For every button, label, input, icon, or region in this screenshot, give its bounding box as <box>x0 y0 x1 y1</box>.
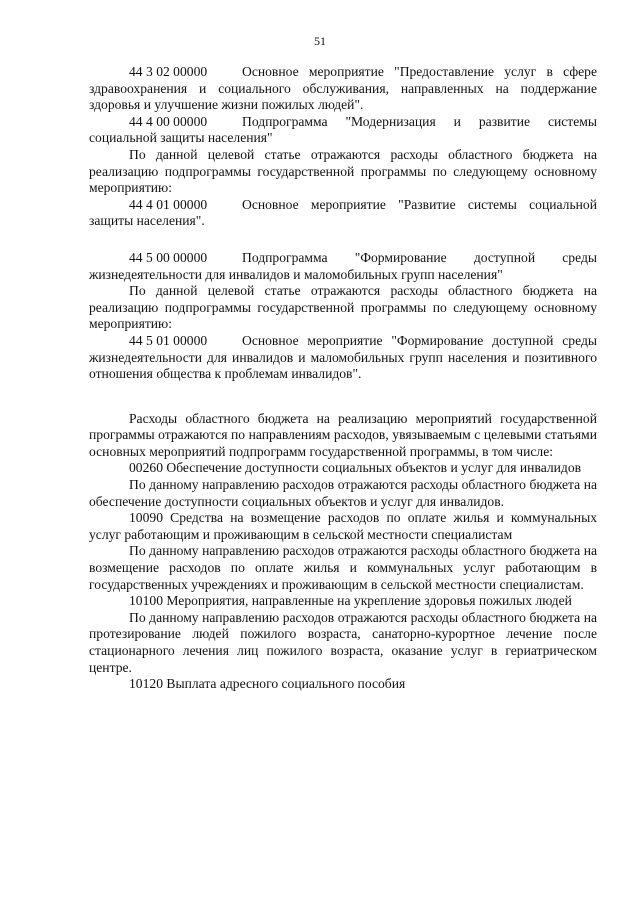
paragraph-expenses-intro <box>89 411 597 461</box>
paragraph-text: 10100 Мероприятия, направленные на укрепление здоровья пожилых людей <box>129 593 572 609</box>
paragraph-text: Подпрограмма "Формирование доступной среды жизнедеятельности для инвалидов и маломобильных групп населения" <box>89 249 597 282</box>
paragraph-text: 00260 Обеспечение доступности социальных объектов и услуг для инвалидов <box>129 460 582 476</box>
paragraph-text: По данной целевой статье отражаются расходы областного бюджета на реализацию подпрограммы государственной программы по следующему основному мероприятию: <box>89 283 597 332</box>
paragraph-00260-description <box>89 477 597 510</box>
paragraph-10120 <box>89 676 597 693</box>
paragraph-10090-description <box>89 543 597 593</box>
target-code: 44 5 01 00000 <box>129 332 208 348</box>
paragraph-10090 <box>89 510 597 543</box>
paragraph-text: Основное мероприятие "Формирование доступной среды жизнедеятельности для инвалидов и маломобильных групп населения и позитивного отношения общества к проблемам инвалидов". <box>89 332 597 382</box>
page-number: 51 <box>314 34 326 48</box>
paragraph-44-5-00 <box>89 250 597 283</box>
target-code: 44 4 01 00000 <box>129 196 208 212</box>
paragraph-10100-description <box>89 610 597 676</box>
document-body <box>89 64 597 693</box>
paragraph-text: По данному направлению расходов отражаются расходы областного бюджета на возмещение расходов по оплате жилья и коммунальных услуг работающим в государственных учреждениях и проживающим в сельской местности специалистам. <box>89 543 597 592</box>
target-code: 44 4 00 00000 <box>129 113 208 129</box>
paragraph-00260 <box>89 460 597 477</box>
paragraph-description <box>89 147 597 197</box>
paragraph-text: Расходы областного бюджета на реализацию мероприятий государственной программы отражаются по направлениям расходов, увязываемым с целевыми статьями основных мероприятий подпрограмм государственной программы, в том числе: <box>89 410 597 459</box>
paragraph-description <box>89 283 597 333</box>
paragraph-text: Основное мероприятие "Предоставление услуг в сфере здравоохранения и социального обслуживания, направленных на поддержание здоровья и улучшение жизни пожилых людей". <box>89 64 597 113</box>
target-code: 44 3 02 00000 <box>129 64 208 79</box>
paragraph-text: По данной целевой статье отражаются расходы областного бюджета на реализацию подпрограммы государственной программы по следующему основному мероприятию: <box>89 146 597 196</box>
paragraph-text: По данному направлению расходов отражаются расходы областного бюджета на обеспечение доступности социальных объектов и услуг для инвалидов. <box>89 477 597 509</box>
paragraph-text: 10090 Средства на возмещение расходов по оплате жилья и коммунальных услуг работающим и проживающим в сельской местности специалистам <box>89 510 597 542</box>
paragraph-10100 <box>89 593 597 610</box>
paragraph-44-5-01 <box>89 333 597 383</box>
paragraph-44-3-02 <box>89 64 597 114</box>
paragraph-text: 10120 Выплата адресного социального пособия <box>129 676 406 692</box>
paragraph-44-4-00 <box>89 114 597 147</box>
paragraph-text: Основное мероприятие "Развитие системы социальной защиты населения". <box>89 196 597 229</box>
paragraph-text: По данному направлению расходов отражаются расходы областного бюджета на протезирование людей пожилого возраста, санаторно-курортное лечение после стационарного лечения лиц пожилого возраста, оказание услуг в гериатрическом центре. <box>89 609 597 675</box>
paragraph-text: Подпрограмма "Модернизация и развитие системы социальной защиты населения" <box>89 113 597 146</box>
target-code: 44 5 00 00000 <box>129 249 208 265</box>
paragraph-44-4-01 <box>89 197 597 230</box>
